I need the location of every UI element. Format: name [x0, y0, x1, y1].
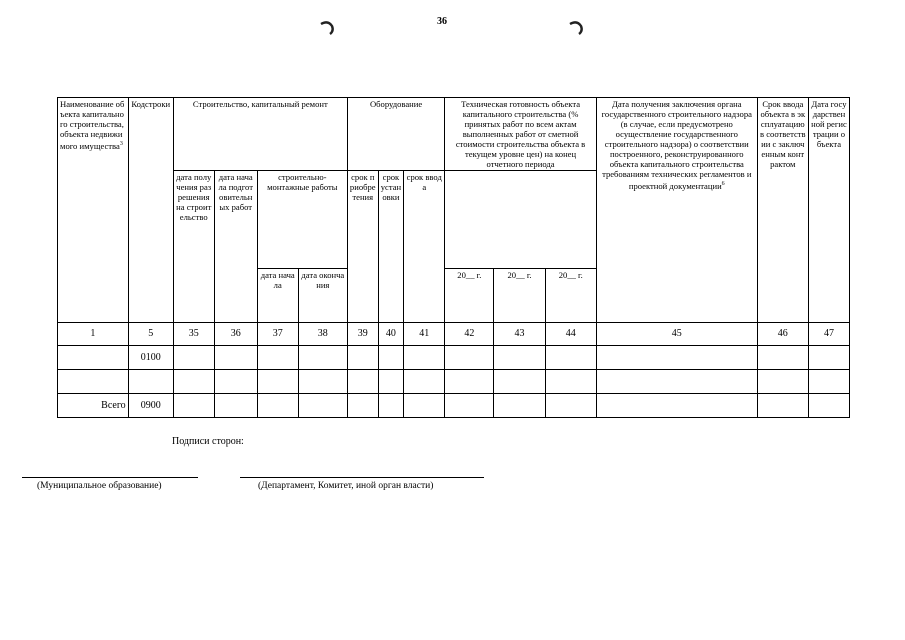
row-code: 0100 — [128, 346, 173, 370]
table-cell — [757, 370, 808, 394]
table-cell — [378, 346, 404, 370]
column-number: 44 — [545, 323, 596, 346]
table-cell — [596, 370, 757, 394]
table-cell — [545, 394, 596, 418]
header-construction: Строительство, капитальный ремонт — [173, 98, 347, 171]
header-year-3: 20__ г. — [545, 269, 596, 323]
signature-label-department: (Департамент, Комитет, иной орган власти) — [258, 481, 434, 491]
table-cell — [596, 346, 757, 370]
punch-hole-mark-right — [567, 18, 589, 36]
table-cell — [494, 394, 545, 418]
signature-label-municipality: (Муниципальное образование) — [37, 481, 162, 491]
table-cell — [808, 346, 849, 370]
table-cell — [347, 346, 378, 370]
column-number: 46 — [757, 323, 808, 346]
table-row-total — [58, 394, 850, 418]
table-row — [58, 346, 850, 370]
table-cell — [257, 394, 298, 418]
header-start-date: дата начала — [257, 269, 298, 323]
table-cell — [173, 346, 214, 370]
punch-hole-mark-left — [318, 18, 340, 36]
table-cell — [545, 346, 596, 370]
table-cell — [347, 370, 378, 394]
table-cell — [494, 370, 545, 394]
table-cell — [298, 394, 347, 418]
page-number: 36 — [437, 16, 447, 27]
table-cell — [545, 370, 596, 394]
header-end-date: дата окончания — [298, 269, 347, 323]
row-label-total: Всего — [58, 394, 129, 418]
table-cell — [378, 394, 404, 418]
row-label — [58, 370, 129, 394]
column-number: 38 — [298, 323, 347, 346]
column-number: 45 — [596, 323, 757, 346]
header-year-1: 20__ г. — [445, 269, 494, 323]
header-equipment: Оборудование — [347, 98, 444, 171]
column-number: 47 — [808, 323, 849, 346]
table-cell — [257, 370, 298, 394]
table-cell — [173, 394, 214, 418]
column-number: 37 — [257, 323, 298, 346]
table-cell — [298, 370, 347, 394]
signature-line-left — [22, 477, 198, 478]
table-cell — [404, 370, 445, 394]
column-number: 43 — [494, 323, 545, 346]
table-cell — [378, 370, 404, 394]
table-cell — [445, 370, 494, 394]
header-operation-term: Срок ввода объекта в эксплуатацию в соответствии с заключенным контрактом — [757, 98, 808, 323]
table-cell — [298, 346, 347, 370]
column-number: 40 — [378, 323, 404, 346]
table-cell — [808, 394, 849, 418]
header-line-code: Кодстроки — [128, 98, 173, 323]
column-number: 41 — [404, 323, 445, 346]
signatures-heading: Подписи сторон: — [172, 436, 244, 447]
report-table — [57, 97, 850, 418]
table-cell — [173, 370, 214, 394]
header-registration-date: Дата государственной регистрации объекта — [808, 98, 849, 323]
header-object-name: Наименование объекта капитального строительства, объекта недвижимого имущества$^3$ — [58, 98, 129, 323]
header-prep-start: дата начала подготовительных работ — [214, 171, 257, 323]
table-cell — [347, 394, 378, 418]
row-code — [128, 370, 173, 394]
row-code: 0900 — [128, 394, 173, 418]
header-permit-date: дата получения разрешения на строительство — [173, 171, 214, 323]
column-number: 1 — [58, 323, 129, 346]
table-cell — [596, 394, 757, 418]
table-cell — [214, 370, 257, 394]
header-year-2: 20__ г. — [494, 269, 545, 323]
column-number: 5 — [128, 323, 173, 346]
header-installation-works: строительно-монтажные работы — [257, 171, 347, 269]
table-cell — [257, 346, 298, 370]
column-number: 42 — [445, 323, 494, 346]
column-number: 39 — [347, 323, 378, 346]
header-install-term: срок установки — [378, 171, 404, 323]
table-cell — [757, 394, 808, 418]
column-number-row — [58, 323, 850, 346]
header-commission-term: срок ввода — [404, 171, 445, 323]
table-row — [58, 370, 850, 394]
column-number: 35 — [173, 323, 214, 346]
column-number: 36 — [214, 323, 257, 346]
table-cell — [445, 346, 494, 370]
row-label — [58, 346, 129, 370]
table-cell — [214, 346, 257, 370]
header-technical-readiness: Техническая готовность объекта капитального строительства (% принятых работ по всем актам выполненных работ от сметной стоимости строительства объекта в текущем уровне цен) на конец отчетного периода — [445, 98, 597, 171]
table-cell — [757, 346, 808, 370]
table-cell — [494, 346, 545, 370]
table-cell — [214, 394, 257, 418]
table-cell — [404, 346, 445, 370]
header-conclusion-date: Дата получения заключения органа государственного строительного надзора (в случае, если предусмотрено осуществление государственного строительного надзора) о соответствии построенного, реконструированного объекта капитального строительства требованиям технических регламентов и проектной документации$^6$ — [596, 98, 757, 323]
table-cell — [404, 394, 445, 418]
table-cell — [808, 370, 849, 394]
header-acquire-term: срок приобретения — [347, 171, 378, 323]
table-cell — [445, 394, 494, 418]
signature-line-right — [240, 477, 484, 478]
